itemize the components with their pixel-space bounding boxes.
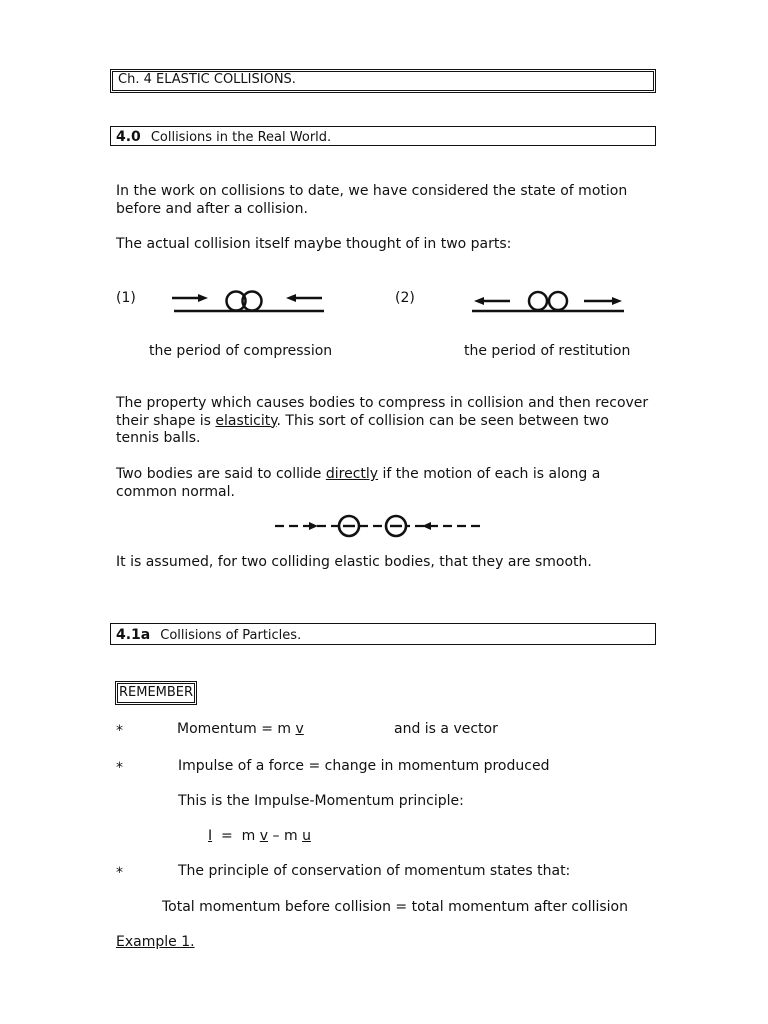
section-number: 4.0 [116, 129, 141, 145]
intro-paragraph: In the work on collisions to date, we have considered the state of motion before and after a collision. [116, 183, 628, 217]
section-number: 4.1a [116, 627, 151, 643]
equation-minus: – m [268, 828, 303, 844]
initial-velocity-symbol: u [302, 828, 311, 844]
part-2-label: (2) [395, 290, 415, 306]
elasticity-text-after: . This sort of collision can be seen between two tennis balls. [116, 412, 609, 446]
elasticity-text-before: The property which causes bodies to compress in collision and then recover their shape is [116, 395, 649, 429]
impulse-definition: Impulse of a force = change in momentum produced [178, 758, 550, 774]
section-4-1a-heading [110, 623, 656, 645]
section-title: Collisions of Particles. [160, 628, 302, 643]
direct-term: directly [325, 466, 379, 482]
compression-diagram [168, 286, 328, 316]
velocity-symbol: v [259, 828, 269, 844]
impulse-equation [208, 828, 311, 844]
remember-label: REMEMBER [119, 685, 194, 700]
elasticity-term: elasticity [215, 412, 277, 429]
smooth-paragraph: It is assumed, for two colliding elastic bodies, that they are smooth. [116, 554, 592, 570]
restitution-arrowhead-right [612, 297, 622, 305]
conservation-statement: Total momentum before collision = total momentum after collision [162, 899, 628, 915]
part-2-caption: the period of restitution [464, 343, 631, 359]
section-title: Collisions in the Real World. [150, 130, 332, 145]
momentum-lhs: Momentum = m [177, 721, 296, 737]
restitution-ball-left [529, 292, 547, 310]
restitution-ball-right [549, 292, 567, 310]
direct-text-after: if the motion of each is along a common normal. [116, 466, 601, 500]
remember-box [115, 681, 197, 705]
bullet-marker: * [116, 723, 123, 739]
restitution-arrowhead-left [474, 297, 484, 305]
equation-mid: = m [212, 828, 260, 844]
bullet-marker: * [116, 865, 123, 881]
momentum-definition [177, 721, 304, 737]
chapter-title-box [110, 69, 656, 93]
section-4-0-heading [110, 126, 656, 146]
compression-arrowhead-right [198, 294, 208, 302]
part-1-caption: the period of compression [149, 343, 333, 359]
momentum-vector-note: and is a vector [394, 721, 498, 737]
conservation-principle: The principle of conservation of momentum states that: [178, 863, 571, 879]
elasticity-paragraph [116, 395, 656, 448]
direct-paragraph [116, 466, 656, 501]
part-1-label: (1) [116, 290, 136, 306]
direct-text-before: Two bodies are said to collide [116, 466, 326, 482]
impulse-momentum-principle: This is the Impulse-Momentum principle: [178, 793, 464, 809]
intro-parts-paragraph: The actual collision itself maybe thought of in two parts: [116, 236, 512, 252]
compression-arrowhead-left [286, 294, 296, 302]
bullet-marker: * [116, 760, 123, 776]
common-normal-arrowhead-left [422, 522, 431, 530]
impulse-symbol: I [208, 828, 213, 844]
common-normal-diagram [272, 513, 486, 539]
restitution-diagram [468, 286, 628, 316]
example-heading: Example 1. [116, 934, 195, 950]
velocity-symbol: v [295, 721, 304, 737]
common-normal-arrowhead-right [309, 522, 318, 530]
chapter-title: Ch. 4 ELASTIC COLLISIONS. [118, 72, 296, 87]
